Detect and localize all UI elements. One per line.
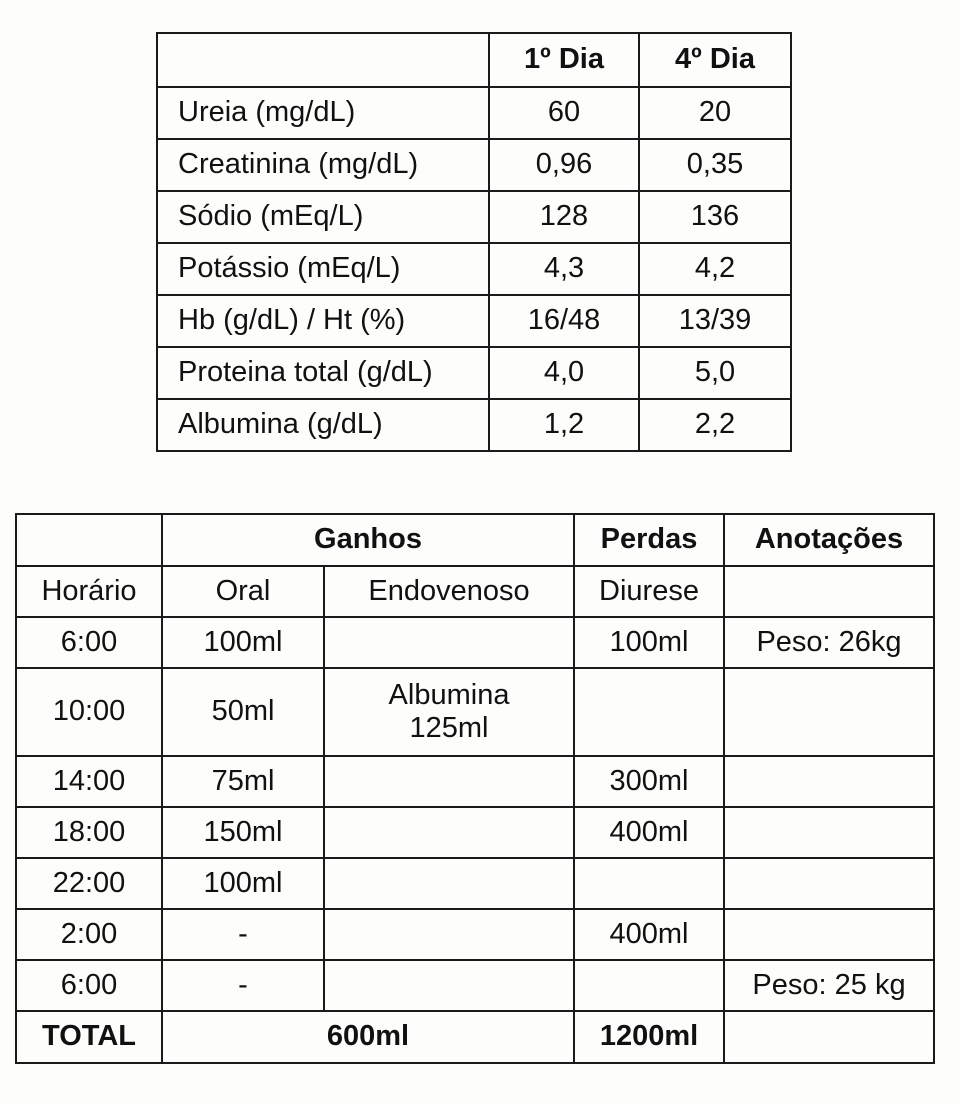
fluid-oral: - (162, 909, 324, 960)
fluid-note (724, 756, 934, 807)
fluid-iv (324, 807, 574, 858)
diuresis-header: Diurese (574, 566, 724, 617)
fluid-time: 22:00 (16, 858, 162, 909)
fluid-sub-header-row (16, 566, 934, 617)
total-gains: 600ml (162, 1011, 574, 1063)
fluid-diuresis (574, 668, 724, 756)
fluid-time: 6:00 (16, 960, 162, 1011)
fluid-oral: 50ml (162, 668, 324, 756)
oral-header: Oral (162, 566, 324, 617)
fluid-iv (324, 668, 574, 756)
total-note (724, 1011, 934, 1063)
fluid-time: 18:00 (16, 807, 162, 858)
fluid-row (16, 668, 934, 756)
fluid-iv (324, 960, 574, 1011)
lab-row (157, 347, 791, 399)
total-label: TOTAL (16, 1011, 162, 1063)
lab-row-day1: 128 (489, 191, 639, 243)
fluid-diuresis: 100ml (574, 617, 724, 668)
lab-row-day1: 60 (489, 87, 639, 139)
fluid-time: 14:00 (16, 756, 162, 807)
lab-row-day4: 2,2 (639, 399, 791, 451)
lab-row-label: Creatinina (mg/dL) (157, 139, 489, 191)
fluid-time: 6:00 (16, 617, 162, 668)
fluid-row (16, 807, 934, 858)
fluid-group-header-row (16, 514, 934, 566)
lab-row (157, 191, 791, 243)
lab-row-label: Proteina total (g/dL) (157, 347, 489, 399)
fluid-note (724, 858, 934, 909)
lab-row-day1: 4,0 (489, 347, 639, 399)
gains-header: Ganhos (162, 514, 574, 566)
lab-row (157, 87, 791, 139)
notes-header: Anotações (724, 514, 934, 566)
fluid-total-row (16, 1011, 934, 1063)
losses-header: Perdas (574, 514, 724, 566)
lab-row-day4: 5,0 (639, 347, 791, 399)
lab-results-table (156, 32, 792, 452)
fluid-iv (324, 756, 574, 807)
lab-row-day4: 0,35 (639, 139, 791, 191)
total-losses: 1200ml (574, 1011, 724, 1063)
fluid-header-blank (16, 514, 162, 566)
fluid-row (16, 960, 934, 1011)
lab-row-day1: 16/48 (489, 295, 639, 347)
fluid-oral: - (162, 960, 324, 1011)
fluid-diuresis: 400ml (574, 807, 724, 858)
lab-row-day1: 0,96 (489, 139, 639, 191)
lab-row-label: Potássio (mEq/L) (157, 243, 489, 295)
fluid-iv-line1: Albumina (388, 678, 510, 711)
lab-row-day1: 1,2 (489, 399, 639, 451)
lab-row-day4: 136 (639, 191, 791, 243)
lab-row-day1: 4,3 (489, 243, 639, 295)
fluid-time: 2:00 (16, 909, 162, 960)
lab-row-label: Sódio (mEq/L) (157, 191, 489, 243)
lab-header-day4: 4º Dia (639, 33, 791, 87)
fluid-iv (324, 617, 574, 668)
fluid-note (724, 807, 934, 858)
lab-row-label: Ureia (mg/dL) (157, 87, 489, 139)
lab-row (157, 139, 791, 191)
fluid-note: Peso: 25 kg (724, 960, 934, 1011)
fluid-oral: 75ml (162, 756, 324, 807)
fluid-iv (324, 858, 574, 909)
fluid-row (16, 858, 934, 909)
fluid-diuresis (574, 858, 724, 909)
lab-row-day4: 20 (639, 87, 791, 139)
lab-row (157, 399, 791, 451)
fluid-row (16, 909, 934, 960)
fluid-row (16, 617, 934, 668)
lab-row-label: Hb (g/dL) / Ht (%) (157, 295, 489, 347)
fluid-oral: 100ml (162, 858, 324, 909)
fluid-diuresis (574, 960, 724, 1011)
fluid-iv-line2: 125ml (409, 712, 489, 744)
iv-header: Endovenoso (324, 566, 574, 617)
fluid-balance-table (15, 513, 935, 1064)
lab-row (157, 295, 791, 347)
fluid-oral: 100ml (162, 617, 324, 668)
lab-row-day4: 13/39 (639, 295, 791, 347)
fluid-oral: 150ml (162, 807, 324, 858)
fluid-note (724, 668, 934, 756)
fluid-time: 10:00 (16, 668, 162, 756)
time-header: Horário (16, 566, 162, 617)
lab-row-label: Albumina (g/dL) (157, 399, 489, 451)
lab-header-row (157, 33, 791, 87)
fluid-row (16, 756, 934, 807)
fluid-diuresis: 400ml (574, 909, 724, 960)
fluid-note (724, 909, 934, 960)
lab-row-day4: 4,2 (639, 243, 791, 295)
notes-subheader-blank (724, 566, 934, 617)
fluid-iv (324, 909, 574, 960)
fluid-diuresis: 300ml (574, 756, 724, 807)
lab-header-day1: 1º Dia (489, 33, 639, 87)
lab-header-blank (157, 33, 489, 87)
fluid-note: Peso: 26kg (724, 617, 934, 668)
lab-row (157, 243, 791, 295)
